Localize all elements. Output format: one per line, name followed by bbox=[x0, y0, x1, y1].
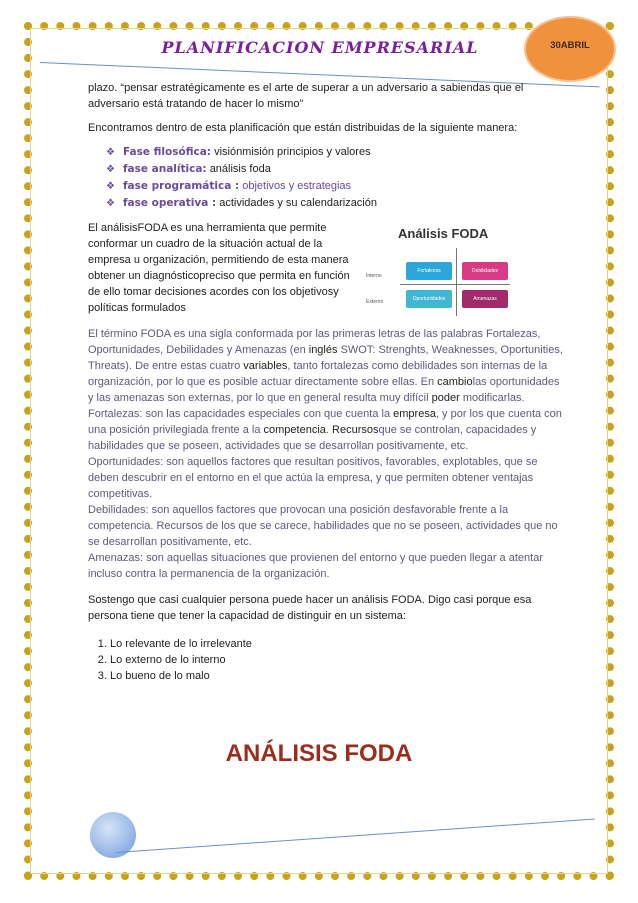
phase-name: fase analítica: bbox=[122, 163, 207, 175]
foda-diagram-title: Análisis FODA bbox=[398, 226, 489, 241]
list-item: 3. Lo bueno de lo malo bbox=[110, 668, 568, 684]
diagram-horizontal-axis bbox=[400, 284, 510, 285]
debilidades-definition: Debilidades: son aquellos factores que provocan una posición desfavorable frente a la competencia. Recursos de los que se carece, habilidades que no se poseen, actividades que no se desarrollan positivamente, etc. bbox=[88, 504, 558, 548]
definition-link: cambio bbox=[437, 376, 473, 388]
quadrant-fortalezas: Fortalezas bbox=[406, 262, 452, 280]
definition-link: variables bbox=[243, 360, 288, 372]
definition-link: competencia bbox=[263, 424, 326, 436]
quadrant-debilidades: Debilidades bbox=[462, 262, 508, 280]
phase-item bbox=[106, 195, 568, 212]
foda-paragraph: El análisisFODA es una herramienta que permite conformar un cuadro de la situación actual de la empresa u organización, permitiendo de esta manera obtener un diagnósticopreciso que permita en función de ello tomar decisiones acordes con los objetivosy políticas formulados bbox=[88, 222, 350, 314]
phase-item bbox=[106, 178, 568, 195]
list-item: 1. Lo relevante de lo irrelevante bbox=[110, 636, 568, 652]
phase-name: fase programática : bbox=[122, 180, 240, 192]
phase-desc: visiónmisión principios y valores bbox=[214, 146, 371, 158]
definition-link: Recursos bbox=[332, 424, 379, 436]
phase-desc: análisis foda bbox=[209, 163, 271, 175]
main-content bbox=[88, 80, 568, 684]
phase-desc: actividades y su calendarización bbox=[219, 197, 377, 209]
row-label-internal: Interno bbox=[366, 273, 382, 279]
list-item: 2. Lo externo de lo interno bbox=[110, 652, 568, 668]
quadrant-oportunidades: Oportunidades bbox=[406, 290, 452, 308]
definition-text: , tanto fortalezas como debilidades son internas de la organización, por lo que es posible actuar directamente sobre ellas. En bbox=[88, 360, 548, 388]
intro-paragraph: plazo. “pensar estratégicamente es el arte de superar a un adversario a sabiendas que el adversario está tratando de hacer lo mismo” bbox=[88, 82, 524, 110]
definition-text: , y por los que cuenta con una posición privilegiada frente a la bbox=[88, 408, 562, 436]
definition-link: poder bbox=[431, 392, 460, 404]
phase-name: Fase filosófica: bbox=[122, 146, 211, 158]
definition-link: inglés bbox=[308, 344, 338, 356]
definition-text: El término FODA es una sigla conformada por las primeras letras de las palabras Fortalezas, Oportunidades, Debilidades y Amenazas (en bbox=[88, 328, 541, 356]
definition-link: empresa bbox=[393, 408, 436, 420]
row-label-external: Externo bbox=[366, 299, 384, 305]
phase-name: fase operativa : bbox=[122, 197, 217, 209]
foda-definition bbox=[88, 326, 568, 582]
header-title: PLANIFICACION EMPRESARIAL bbox=[161, 38, 479, 57]
amenazas-definition: Amenazas: son aquellas situaciones que provienen del entorno y que pueden llegar a atentar incluso contra la permanencia de la organización. bbox=[88, 552, 543, 580]
definition-text: las oportunidades y las amenazas son externas, por lo que en general resulta muy difícil bbox=[88, 376, 560, 404]
numbered-list bbox=[110, 636, 568, 684]
date-label: 30ABRIL bbox=[550, 40, 590, 51]
fortalezas-definition: Fortalezas: son las capacidades especiales con que cuenta la bbox=[88, 408, 391, 420]
diagram-vertical-axis bbox=[456, 248, 457, 316]
definition-text: que se controlan, capacidades y habilidades que se poseen, actividades que se desarrollan positivamente, etc. bbox=[88, 424, 537, 452]
phase-desc: objetivos y estrategias bbox=[242, 180, 352, 192]
phase-item bbox=[106, 144, 568, 161]
diamond-bullet-icon: ❖ bbox=[106, 147, 115, 158]
diamond-bullet-icon: ❖ bbox=[106, 164, 115, 175]
section-title: ANÁLISIS FODA bbox=[225, 740, 413, 767]
foda-section bbox=[88, 220, 568, 322]
closing-paragraph: Sostengo que casi cualquier persona puede hacer un análisis FODA. Digo casi porque esa persona tiene que tener la capacidad de distinguir en un sistema: bbox=[88, 594, 532, 622]
diamond-bullet-icon: ❖ bbox=[106, 181, 115, 192]
definition-text: SWOT: Strenghts, Weaknesses, Oportunities, Threats). De entre estas cuatro bbox=[88, 344, 563, 372]
quadrant-amenazas: Amenazas bbox=[462, 290, 508, 308]
oportunidades-definition: Oportunidades: son aquellos factores que resultan positivos, favorables, explotables, que se deben descubrir en el entorno en el que actúa la empresa, y que permiten obtener ventajas competitivas. bbox=[88, 456, 538, 500]
diamond-bullet-icon: ❖ bbox=[106, 198, 115, 209]
phases-intro: Encontramos dentro de esta planificación que están distribuidas de la siguiente manera: bbox=[88, 122, 518, 134]
phase-item bbox=[106, 161, 568, 178]
foda-diagram bbox=[364, 226, 544, 322]
definition-text: . bbox=[325, 424, 329, 436]
phases-list bbox=[106, 144, 568, 212]
definition-text: modificarlas. bbox=[462, 392, 525, 404]
